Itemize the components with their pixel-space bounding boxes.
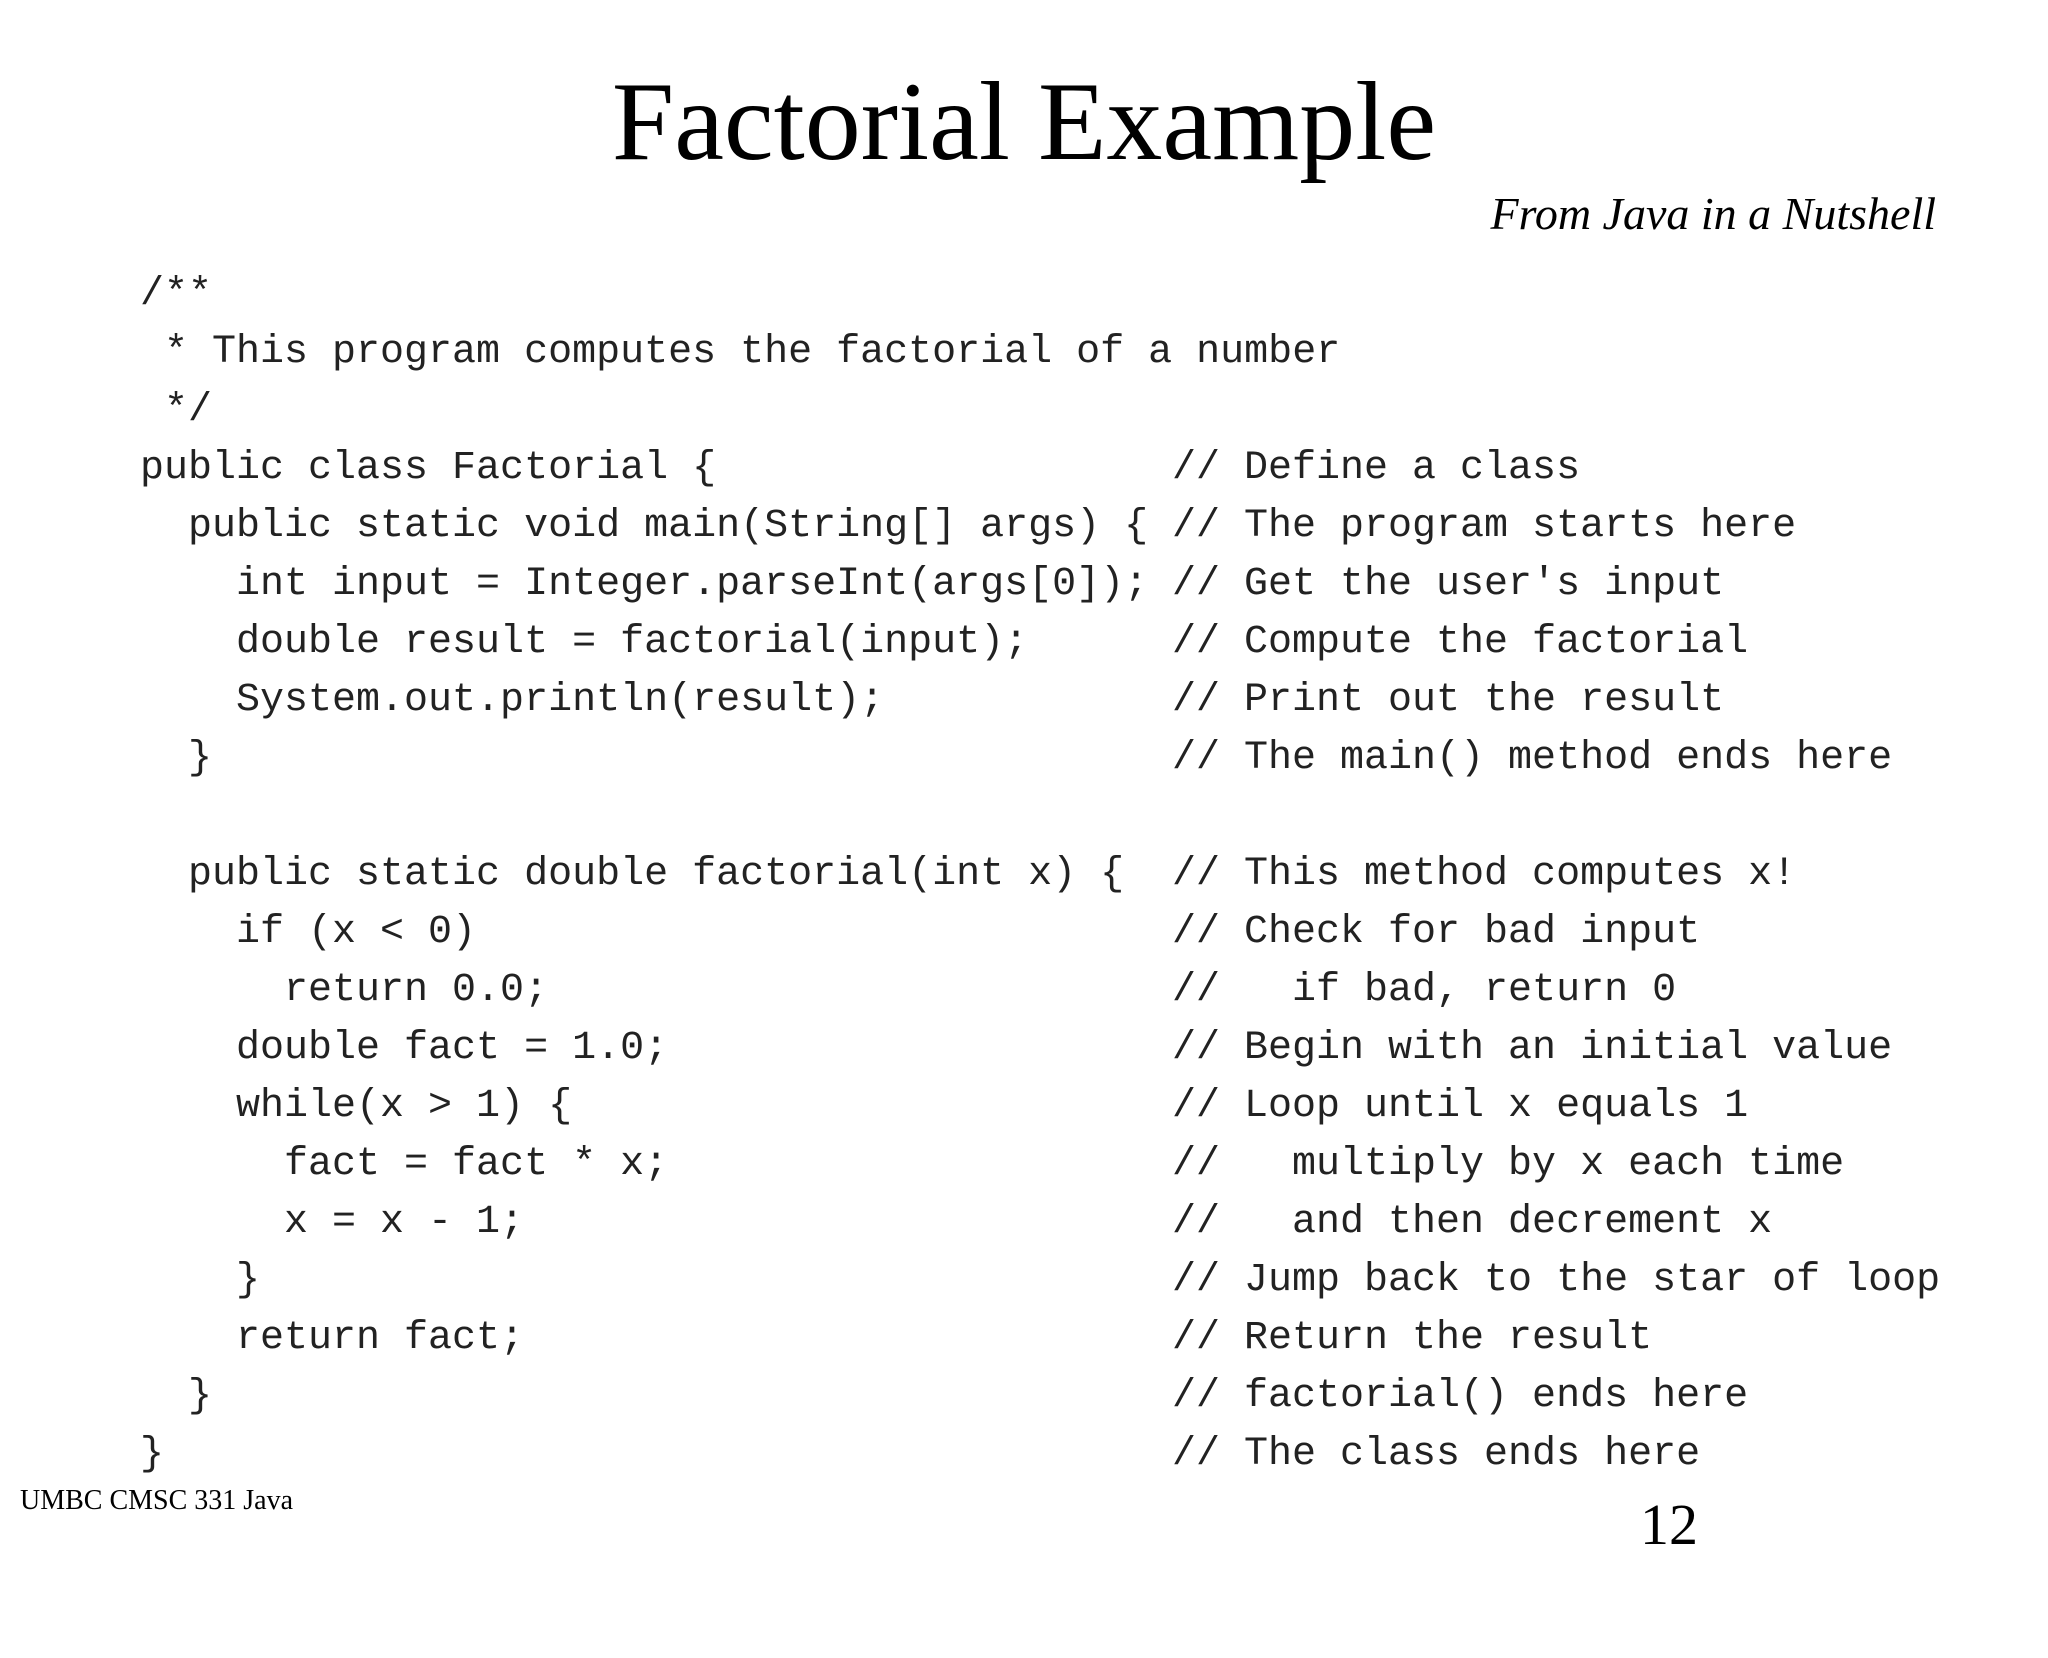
code-text: while(x > 1) {: [140, 1084, 573, 1129]
code-comment: // Get the user's input: [1172, 562, 1725, 607]
code-comment: // The program starts here: [1172, 504, 1797, 549]
code-line: [140, 1078, 1990, 1136]
code-text: }: [140, 1432, 165, 1477]
code-text: return fact;: [140, 1316, 525, 1361]
code-text: System.out.println(result);: [140, 678, 885, 723]
code-line: [140, 498, 1990, 556]
code-comment: // Begin with an initial value: [1172, 1026, 1893, 1071]
code-comment: // if bad, return 0: [1172, 968, 1677, 1013]
code-line: [140, 1368, 1990, 1426]
code-line: [140, 1194, 1990, 1252]
code-text: */: [140, 388, 213, 433]
page-number: 12: [1640, 1492, 1698, 1557]
code-text: }: [140, 1374, 213, 1419]
code-line: [140, 440, 1990, 498]
code-comment: // Define a class: [1172, 446, 1581, 491]
code-text: }: [140, 1258, 261, 1303]
code-comment: // This method computes x!: [1172, 852, 1797, 897]
code-text: public class Factorial {: [140, 446, 717, 491]
code-line: [140, 846, 1990, 904]
code-text: x = x - 1;: [140, 1200, 525, 1245]
code-line: [140, 962, 1990, 1020]
code-line: [140, 730, 1990, 788]
code-line: [140, 904, 1990, 962]
code-line: [140, 382, 1990, 440]
footer-course-label: UMBC CMSC 331 Java: [20, 1485, 294, 1516]
code-line-blank: [140, 788, 1990, 846]
code-text: fact = fact * x;: [140, 1142, 669, 1187]
code-text: public static void main(String[] args) {: [140, 504, 1149, 549]
code-comment: // The main() method ends here: [1172, 736, 1893, 781]
code-comment: // multiply by x each time: [1172, 1142, 1845, 1187]
source-note: From Java in a Nutshell: [1490, 188, 1936, 239]
code-text: int input = Integer.parseInt(args[0]);: [140, 562, 1149, 607]
code-comment: // The class ends here: [1172, 1432, 1701, 1477]
code-line: [140, 1252, 1990, 1310]
code-line: [140, 1020, 1990, 1078]
code-line: [140, 614, 1990, 672]
code-comment: // Compute the factorial: [1172, 620, 1749, 665]
code-comment: // Print out the result: [1172, 678, 1725, 723]
code-text: double result = factorial(input);: [140, 620, 1029, 665]
code-comment: // factorial() ends here: [1172, 1374, 1749, 1419]
slide-title: Factorial Example: [611, 60, 1437, 184]
code-line: [140, 556, 1990, 614]
code-text: * This program computes the factorial of a number: [140, 330, 1341, 375]
code-comment: // Check for bad input: [1172, 910, 1701, 955]
code-text: return 0.0;: [140, 968, 549, 1013]
code-line: [140, 672, 1990, 730]
code-block: [140, 266, 1990, 1484]
code-comment: // Return the result: [1172, 1316, 1653, 1361]
code-text: double fact = 1.0;: [140, 1026, 669, 1071]
code-comment: // Loop until x equals 1: [1172, 1084, 1749, 1129]
code-comment: // and then decrement x: [1172, 1200, 1773, 1245]
code-text: }: [140, 736, 213, 781]
code-line: [140, 324, 1990, 382]
code-line: [140, 266, 1990, 324]
code-text: /**: [140, 272, 213, 317]
code-comment: // Jump back to the star of loop: [1172, 1258, 1941, 1303]
code-line: [140, 1426, 1990, 1484]
code-line: [140, 1310, 1990, 1368]
code-text: public static double factorial(int x) {: [140, 852, 1125, 897]
code-text: if (x < 0): [140, 910, 477, 955]
code-line: [140, 1136, 1990, 1194]
